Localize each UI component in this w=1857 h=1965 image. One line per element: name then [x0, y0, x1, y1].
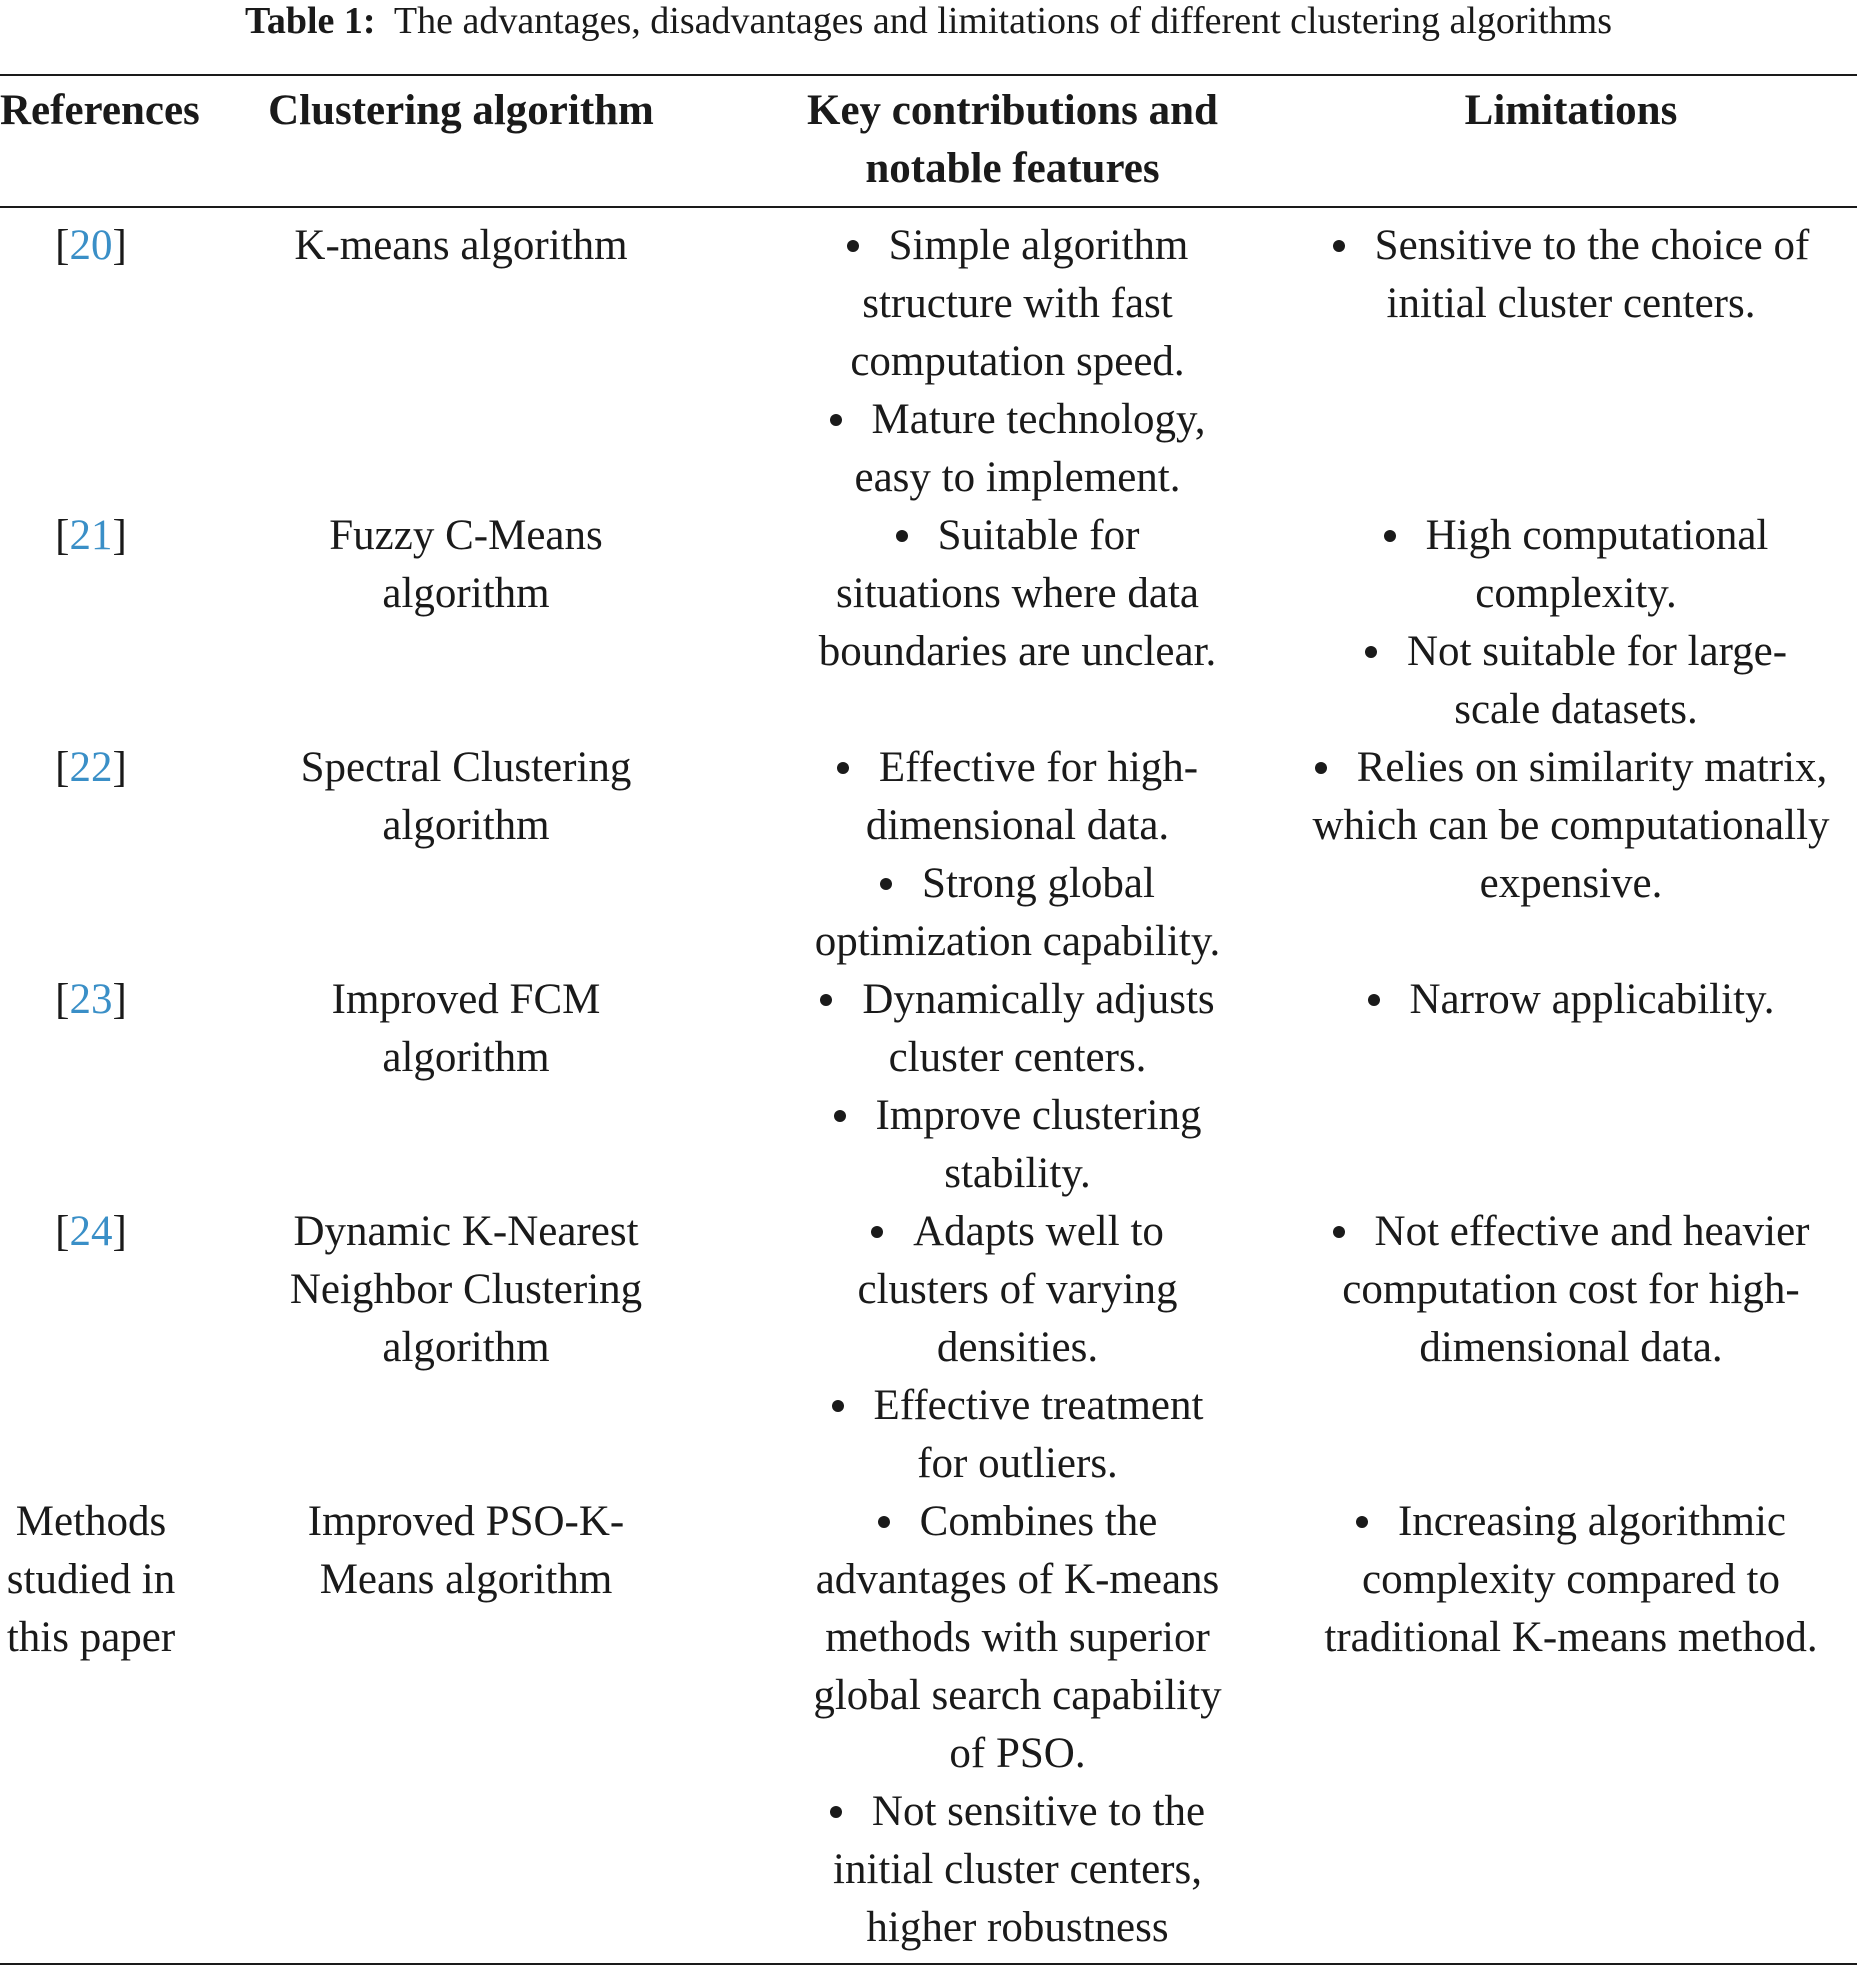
table-row — [0, 971, 1857, 1203]
limitations-cell — [1285, 207, 1857, 507]
bullet-icon — [880, 878, 892, 890]
feature-item: Improve clustering stability. — [810, 1087, 1225, 1203]
bullet-icon — [1365, 646, 1377, 658]
bullet-icon — [837, 762, 849, 774]
limitation-item: Narrow applicability. — [1295, 971, 1847, 1029]
limitations-cell — [1285, 1203, 1857, 1493]
bullet-icon — [830, 414, 842, 426]
reference-cell — [0, 507, 182, 739]
reference-link[interactable]: 20 — [69, 222, 113, 269]
limitation-item: Relies on similarity matrix, which can be computationally expensive. — [1312, 744, 1830, 907]
feature-item: Effective for high-dimensional data. — [810, 739, 1225, 855]
reference-link[interactable]: 22 — [69, 744, 113, 791]
limitation-item: Sensitive to the choice of initial cluster centers. — [1295, 217, 1847, 333]
bullet-icon — [830, 1806, 842, 1818]
reference-link[interactable]: 21 — [69, 512, 113, 559]
limitations-cell — [1285, 971, 1857, 1203]
bracket-open: [ — [55, 222, 70, 269]
reference-cell — [0, 207, 182, 507]
limitations-cell — [1285, 507, 1857, 739]
header-algorithm: Clustering algorithm — [268, 87, 654, 134]
features-cell — [740, 1203, 1285, 1493]
header-references: References — [0, 87, 200, 134]
feature-item: Strong global optimization capability. — [814, 860, 1221, 965]
header-key-contributions — [740, 75, 1285, 207]
table-row — [0, 207, 1857, 507]
limitation-item: Increasing algorithmic complexity compared to traditional K-means method. — [1324, 1498, 1818, 1661]
feature-item: Adapts well to clusters of varying densities. — [857, 1208, 1178, 1371]
bullet-icon — [832, 1400, 844, 1412]
caption-label: Table 1: — [244, 0, 376, 42]
algorithm-cell: Improved FCM algorithm — [331, 976, 601, 1081]
table-row — [0, 1493, 1857, 1964]
bracket-open: [ — [55, 976, 70, 1023]
reference-link[interactable]: 24 — [69, 1208, 113, 1255]
bullet-icon — [1368, 994, 1380, 1006]
bracket-open: [ — [55, 512, 70, 559]
bullet-icon — [1333, 240, 1345, 252]
bullet-icon — [896, 530, 908, 542]
features-cell — [740, 207, 1285, 507]
clustering-comparison-table — [0, 74, 1857, 1965]
feature-item: Not sensitive to the initial cluster centers, higher robustness — [810, 1783, 1225, 1957]
algorithm-cell: K-means algorithm — [294, 222, 628, 269]
features-cell — [740, 1493, 1285, 1964]
algorithm-cell: Improved PSO-K-Means algorithm — [307, 1498, 625, 1603]
algorithm-cell: Dynamic K-Nearest Neighbor Clustering algorithm — [289, 1208, 643, 1371]
bracket-close: ] — [112, 976, 127, 1023]
header-key-line2: notable features — [865, 145, 1160, 192]
feature-item: Dynamically adjusts cluster centers. — [810, 971, 1225, 1087]
bullet-icon — [878, 1516, 890, 1528]
header-key-line1: Key contributions and — [807, 87, 1218, 134]
limitations-cell — [1285, 739, 1857, 971]
feature-item: Suitable for situations where data boundaries are unclear. — [818, 512, 1217, 675]
features-cell — [740, 971, 1285, 1203]
table-row — [0, 1203, 1857, 1493]
feature-item: Simple algorithm structure with fast computation speed. — [810, 217, 1225, 391]
limitation-item: Not suitable for large-scale datasets. — [1355, 623, 1797, 739]
feature-item: Mature technology, easy to implement. — [810, 391, 1225, 507]
features-cell — [740, 507, 1285, 739]
feature-item: Combines the advantages of K-means methods with superior global search capability of PSO. — [813, 1498, 1222, 1777]
header-row — [0, 75, 1857, 207]
bullet-icon — [1333, 1226, 1345, 1238]
bullet-icon — [820, 994, 832, 1006]
limitation-item: Not effective and heavier computation cost for high-dimensional data. — [1295, 1203, 1847, 1377]
bullet-icon — [847, 240, 859, 252]
reference-cell: Methods studied in this paper — [6, 1498, 176, 1661]
bracket-open: [ — [55, 744, 70, 791]
bullet-icon — [1356, 1516, 1368, 1528]
reference-link[interactable]: 23 — [69, 976, 113, 1023]
bracket-close: ] — [112, 512, 127, 559]
reference-cell — [0, 739, 182, 971]
reference-cell — [0, 1203, 182, 1493]
table-row — [0, 739, 1857, 971]
limitation-item: High computational complexity. — [1355, 507, 1797, 623]
bullet-icon — [1384, 530, 1396, 542]
bracket-open: [ — [55, 1208, 70, 1255]
bullet-icon — [871, 1226, 883, 1238]
features-cell — [740, 739, 1285, 971]
feature-item: Effective treatment for outliers. — [810, 1377, 1225, 1493]
algorithm-cell: Spectral Clustering algorithm — [300, 744, 632, 849]
table-row — [0, 507, 1857, 739]
algorithm-cell: Fuzzy C-Means algorithm — [329, 512, 603, 617]
reference-cell — [0, 971, 182, 1203]
table-caption — [0, 0, 1857, 42]
bullet-icon — [834, 1110, 846, 1122]
bracket-close: ] — [112, 744, 127, 791]
header-limitations: Limitations — [1464, 87, 1678, 134]
limitations-cell — [1285, 1493, 1857, 1964]
bracket-close: ] — [112, 222, 127, 269]
bullet-icon — [1315, 762, 1327, 774]
caption-text: The advantages, disadvantages and limitations of different clustering algorithms — [393, 0, 1613, 42]
bracket-close: ] — [112, 1208, 127, 1255]
